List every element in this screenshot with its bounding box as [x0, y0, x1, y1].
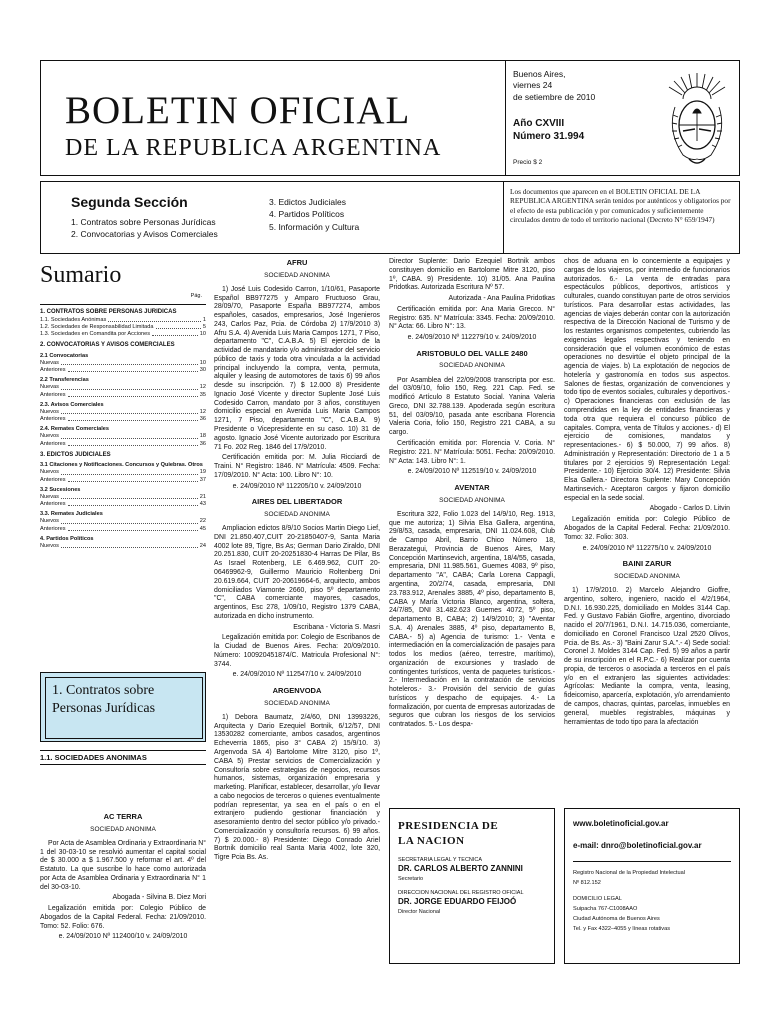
notice-body: Escritura 322, Folio 1.023 del 14/9/10, Reg. 1913, que me autoriza; 1) Silvia Elsa Gallera, argentina, 29/8/53, casada, empresaria, DNI 11.024.608, Club de Campo Abril, Barrio Chico Número 18, Berazategui, Provincia de Buenos Aires, Mary Concepción Martinsevich, argentina, 18/4/55, casada, empresaria, DNI 11.985.561, Guemes 4083, 9º piso, departamento "A", CABA; Carla Lorena Cappagli, argentina, 20/2/74, casada, empresaria, DNI 23.783.912, Arenales 3885, 4º piso, departamento B, CABA y María Victoria Blanco, argentina, soltera, 24/7/85, DNI 31.482.623 Guemes 4072, 5º piso, departamento B, CABA; 2) 14/9/2010; 3) "Aventar S.A. 4) Arenales 3885, 4º piso, departamento B, CABA.- 5) a) Agencia de turismo: 1.- Venta e intermediación en la comercialización de pasajes para todos los medios (aéreo, terrestre, marítimo), organización de excursiones y traslado de contingentes turísticos, venta de paquetes turísticos.- 2.- Intermediación en la contratación de servicios hoteleros.- 3.- Provisión del servicio de guías turísticos y despacho de equipajes. 4.- La formalización, por cuenta de empresas autorizadas de seguros que cubran los riesgos de los servicios contratados. 5.- Los despa- [389, 510, 555, 729]
notice-signature: Abogada - Silvina B. Diez Mori [112, 894, 206, 902]
toc-row[interactable]: Anteriores 35 [40, 391, 206, 398]
notice-title: AVENTAR [454, 483, 490, 493]
toc-row[interactable]: Nuevos 12 [40, 408, 206, 415]
authorities-box [389, 808, 555, 964]
column-2 [214, 258, 380, 865]
toc-subheading: 3.2 Sucesiones [40, 486, 81, 493]
toc-heading: 2. CONVOCATORIAS Y AVISOS COMERCIALES [40, 342, 175, 349]
notice-body: Certificación emitida por: M. Julia Ricciardi de Traini. N° Registro: 1846. N° Matrícula: 4509. Fecha: 17/09/2010. N° Acta: 100. Libro N°: 10. [214, 454, 380, 479]
toc-row[interactable]: Nuevas 12 [40, 384, 206, 391]
notice-signature: Autorizada - Ana Paulina Pridotkas [448, 295, 555, 303]
section-items-right: 3. Edictos Judiciales 4. Partidos Políticos 5. Información y Cultura [269, 197, 360, 232]
notice-body: Ampliacion edictos 8/9/10 Socios Martin Diego Lief, DNI 21.850.407,CUIT 20-21850407-9, Santa Maria 4002 lote 89, Tigre, Bs As; German Dario Ziraldo, DNI 20.251.830, CUIT 20-20251830-4 Harras De Pilar, Bs As Israel Rotenberg, LE 6.469.962, CUIT 20-06469962-9, Guillermo Mauricio Roltenberg Dni 20.619.664, CUIT 20-20619664-6, arquitecto, ambos domiciliados Viamonte 2660, piso 5º departamento "C", CABA comerciante mayores, casados, argentinos, Esc 278, 1/09/10, Registro 1379 CABA, autorizada en dicho instrumento. [214, 525, 380, 620]
notice-body: Certificación emitida por: Florencia V. Coria. N° Registro: 221. N° Matrícula: 5051. Fecha: 20/09/2010. N° Acta: 143. Libro N°: 1. [389, 440, 555, 465]
notice-reference: e. 24/09/2010 Nº 112519/10 v. 24/09/2010 [407, 468, 537, 476]
notice-type: SOCIEDAD ANONIMA [264, 699, 330, 707]
director-role: Director Nacional [398, 909, 441, 916]
toc-subheading: 2.4. Remates Comerciales [40, 426, 110, 433]
notice-type: SOCIEDAD ANONIMA [264, 271, 330, 279]
toc-row[interactable]: Anteriores 45 [40, 525, 206, 532]
notice-type: SOCIEDAD ANONIMA [439, 496, 505, 504]
notice-title: ARGENVODA [272, 686, 322, 696]
email-link[interactable]: e-mail: dnro@boletinoficial.gov.ar [573, 841, 702, 850]
notice-signature: Escribana - Victoria S. Masri [293, 623, 380, 631]
issue-price: Precio $ 2 [513, 159, 543, 166]
table-of-contents [40, 260, 206, 622]
toc-row[interactable]: 1.3. Sociedades en Comandita por Acciones 10 [40, 331, 206, 338]
toc-subheading: 3.1 Citaciones y Notificaciones. Concursos y Quiebras. Otros [40, 462, 203, 469]
contact-box [564, 808, 740, 964]
directorate-label: DIRECCION NACIONAL DEL REGISTRO OFICIAL [398, 890, 524, 897]
section-banner-title: 1. Contratos sobre Personas Jurídicas [45, 677, 203, 739]
section-items-left: 1. Contratos sobre Personas Jurídicas 2. Convocatorias y Avisos Comerciales [71, 217, 218, 240]
notice-type: SOCIEDAD ANONIMA [90, 825, 156, 833]
toc-row[interactable]: Nuevos 18 [40, 433, 206, 440]
notice-type: SOCIEDAD ANONIMA [614, 572, 680, 580]
sumario-title: Sumario [40, 262, 122, 288]
notice-body: Certificación emitida por: Ana Maria Grecco. N° Registro: 635. N° Matrícula: 3345. Fecha: 20/09/2010. N° Acta: 66. Libro N°: 13. [389, 305, 555, 331]
toc-heading: 3. EDICTOS JUDICIALES [40, 451, 111, 458]
notice-title: ARISTOBULO DEL VALLE 2480 [416, 348, 528, 358]
notice-reference: e. 24/09/2010 Nº 112400/10 v. 24/09/2010 [58, 933, 188, 941]
notice-title: AFRU [286, 258, 308, 267]
issue-date: Buenos Aires, viernes 24 de setiembre de 2010 [513, 69, 596, 102]
subsection-heading: 1.1. SOCIEDADES ANONIMAS [40, 750, 206, 765]
notice-title: AIRES DEL LIBERTADOR [251, 497, 343, 507]
notice-body: 1) José Luis Codesido Carron, 1/10/61, Pasaporte Español BB977275 y Amparo Fructuoso Grau, 28/09/70, Pasaporte España BB977274, ambos españoles, casados, empresarios, José Ingenieros 243, Carlos Paz, Pcia. de Córdoba 2) 17/9/2010 3) Afru S.A. 4) Avenida Luis Maria Campos 1271, 7 Piso, departamento "C", C.A.B.A. 5) El ejercicio de la actividad de mandatario y/o administrador del servicio público de taxis y toda otra vinculada a la actividad principal incluyendo la compra, venta, permuta, alquiler y leasing de automotores de taxis 6) 99 años desde su inscripción. 7) $ 12.000 8) Presidente Ignacio José Vicente y director Suplente José Luis Codesido Carron, mandato por 3 años, constituyen domicilio especial en Avenida Luis Maria Campos 1271, 7 Piso, departamento "C", C.A.B.A. 9) Presidente o Vicepresidente en su caso. 10) 31 de agosto. Ignacio José Vicente autorizado por Escritura 71 Fo. 202 Reg. 1846 del 17/9/2010. [214, 285, 380, 451]
issue-number: Año CXVIII Número 31.994 [513, 118, 585, 142]
authorities-title: PRESIDENCIA DE LA NACION [398, 820, 499, 847]
notice-title: BAINI ZARUR [622, 559, 672, 569]
column-4 [564, 258, 730, 729]
website-link[interactable]: www.boletinoficial.gov.ar [573, 819, 669, 828]
notice-reference: e. 24/09/2010 Nº 112205/10 v. 24/09/2010 [232, 482, 362, 490]
notice-body: 1) 17/9/2010. 2) Marcelo Alejandro Gioffre, argentino, soltero, ingeniero, nacido el 4/2/1964, D.N.I. 16.930.225, domiciliado en Moldes 3144 Cap. Fed. y Gustavo Fabián Gioffre, argentino, divorciado nacido el 20/7/1961, D.N.I. 14.715.036, comerciante, domiciliado en Coronel Francisco Uzal 2520 Olivos, Pcia. de Bs. As.- 3) "Baini Zarur S.A.".- 4) Sede social: Coronel J. Moldes 3144 Cap. Fed. 5) 99 años a partir de su inscripción en el R.P.C.- 6) Realizar por cuenta propia, de terceros o asociada a terceros en el país y/o en el extranjero las siguientes actividades: Agrícolas: Mediante la compra, venta, leasing, fideicomiso, aparcería, explotación, y/o arrendamiento de campos, chacras, quintas, parcelas, inmuebles en general, muebles registrables, máquinas y herramientas de todo tipo para la afectación [564, 587, 730, 726]
publication-title: BOLETIN OFICIAL [65, 89, 411, 132]
section-banner [40, 672, 206, 742]
toc-row[interactable]: Anteriores 30 [40, 367, 206, 374]
toc-subheading: 2.3. Avisos Comerciales [40, 401, 104, 408]
toc-row[interactable]: Nuevas 21 [40, 493, 206, 500]
notice-body: Director Suplente: Dario Ezequiel Bortnik ambos constituyen domicilio en Bartolome Mitre 3120, piso 1º, CABA. 9) Presidente. 10) 31/05. Ana Paulina Pridotkas. Autorizada Escritura Nº 57. [389, 258, 555, 292]
publication-subtitle: DE LA REPUBLICA ARGENTINA [65, 135, 442, 161]
masthead [40, 60, 740, 176]
secretariat-label: SECRETARIA LEGAL Y TECNICA [398, 856, 483, 863]
toc-row[interactable]: Nuevos 22 [40, 518, 206, 525]
notice-reference: e. 24/09/2010 Nº 112279/10 v. 24/09/2010 [407, 334, 537, 342]
notice-title: AC TERRA [103, 812, 143, 821]
toc-row[interactable]: Nuevos 24 [40, 542, 206, 549]
secretary-name: DR. CARLOS ALBERTO ZANNINI [398, 863, 523, 873]
secretary-role: Secretario [398, 875, 424, 882]
masthead-title-area [41, 61, 506, 175]
registry-info: Registro Nacional de la Propiedad Intelectual Nº 812.152 DOMICILIO LEGAL Suipacha 767-C1008AAO Ciudad Autónoma de Buenos Aires Tel. y Fax 4322–4055 y líneas rotativas [573, 870, 685, 933]
section-header [40, 181, 740, 254]
legal-notice: Los documentos que aparecen en el BOLETIN OFICIAL DE LA REPUBLICA ARGENTINA serán tenidos por auténticos y obligatorios por el efecto de esta publicación y por comunicados y suficientemente circulados dentro de todo el territorio nacional (Decreto N° 659/1947) [503, 182, 741, 253]
notice-type: SOCIEDAD ANONIMA [264, 510, 330, 518]
toc-heading: 4. Partidos Políticos [40, 535, 94, 542]
notice-body: Legalización emitida por: Colegio Público de Abogados de la Capital Federal. Fecha: 21/09/2010. Tomo: 32. Folio: 303. [564, 516, 730, 541]
column-1 [40, 806, 206, 944]
section-title: Segunda Sección [71, 194, 188, 210]
toc-row[interactable]: Anteriores 37 [40, 476, 206, 483]
toc-row[interactable]: 1.1. Sociedades Anónimas 1 [40, 316, 206, 323]
column-3 [389, 258, 555, 732]
page-column-label: Pág. [190, 293, 202, 299]
toc-row[interactable]: Anteriores 43 [40, 501, 206, 508]
toc-subheading: 2.2 Transferencias [40, 377, 89, 384]
director-name: DR. JORGE EDUARDO FEIJOÓ [398, 897, 517, 907]
toc-row[interactable]: Nuevos 19 [40, 469, 206, 476]
notice-type: SOCIEDAD ANONIMA [439, 362, 505, 370]
toc-heading: 1. CONTRATOS SOBRE PERSONAS JURIDICAS [40, 309, 177, 315]
notice-reference: e. 24/09/2010 Nº 112547/10 v. 24/09/2010 [232, 671, 362, 679]
toc-subheading: 2.1 Convocatorias [40, 352, 89, 359]
notice-body: Por Acta de Asamblea Ordinaria y Extraordinaria N° 1 del 30-03-10 se resolvió aumentar el capital social de $ 30.000 a $ 1.967.500 y reformar el art. 4º del Estatuto. La que suscribe lo hace como autorizada por Acta de Asamblea Ordinaria y Extraordinaria N° 1 del 30-03-10. [40, 839, 206, 891]
notice-reference: e. 24/09/2010 Nº 112275/10 v. 24/09/2010 [582, 544, 712, 552]
toc-subheading: 3.3. Remates Judiciales [40, 511, 103, 518]
toc-row[interactable]: Anteriores 36 [40, 440, 206, 447]
notice-body: Por Asamblea del 22/09/2008 transcripta por esc. del 03/09/10, folio 150, Reg. 221 Cap. Fed. se modificó Artículo 8 Estatuto Social. Yanina Valeria Greco, DNI 32.788.139. Apoderada según escritura 51, del 03/09/10, pasada ante escribana Florencia Valeria Coria, folio 150, Registro 221 CABA, a su cargo. [389, 376, 555, 437]
notice-body: Legalización emitida por: Colegio Público de Abogados de la Capital Federal. Fecha: 21/09/2010. Tomo: 52. Folio: 676. [40, 905, 206, 930]
toc-row[interactable]: Nuevas 10 [40, 359, 206, 366]
notice-body: chos de aduana en lo concerniente a equipajes y cargas de los viajeros, por intermedio de funcionarios autorizados. 6.- La venta de entradas para espectáculos públicos, deportivos, artísticos y culturales, cuando constituyan parte de otros servicios turísticos. Para desarrollar estas actividades, las agencias de viajes deberán contar con la autorización respectiva de la Dirección Nacional de Turismo y de los restantes organismos competentes, cubriendo las exigencias legales respectivas y teniendo en consideración que el volumen económico de estas operaciones no desvirtúe el objeto principal de la agencia de viajes. b) La explotación de negocios de hotelería y gastronomía en todos sus aspectos. Salones de fiestas, organización de convenciones y todo tipo de eventos sociales, culturales y deportivos.- c) Operaciones financieras con exclusión de las comprendidas en la ley de entidades financieras y toda otra que requiera el concurso público de capitales. Compra, venta de Títulos y acciones.- d) El ejercicio de comisiones, mandatos y representaciones.- 6) $ 50.000, 7) 99 años. 8) Administración y Representación: Directorio de 1 a 5 titulares por 2 ejercicios 9) Representación Legal: Presidente.- 10) Ejercicio 30/4. 12) Presidente: Silvia Elsa Gallera.- Directora Suplente: Mary Concepción Martinsevich.- Aceptaron cargos y fijaron domicilio especial en la sede social. [564, 258, 730, 502]
coat-of-arms-icon [661, 69, 733, 169]
notice-body: Legalización emitida por: Colegio de Escribanos de la Ciudad de Buenos Aires. Fecha: 20/09/2010. Número: 100920451874/C. Matricula Profesional N°: 3744. [214, 634, 380, 668]
toc-row[interactable]: Anteriores 36 [40, 416, 206, 423]
notice-signature: Abogado - Carlos D. Litvin [649, 505, 730, 513]
toc-row[interactable]: 1.2. Sociedades de Responsabilidad Limitada 5 [40, 323, 206, 330]
notice-body: 1) Debora Baumatz, 2/4/60, DNI 13993226, Arquitecta y Dario Ezequiel Bortnik, 6/12/57, DNI 13530282 comerciante, ambos casados, argentinos Echeverria 1865, piso 3° CABA 2) 15/9/10. 3) Argenvoda SA 4) Bartolome Mitre 3120, piso 1º, CABA 5) Prestar servicios de Comercialización y Consultoría sobre estrategias de negocios, recursos humanos, sistemas, organización empresaria y marketing. Planificar, establecer, desarrollar, y/o llevar a cabo negocios de terceros o quienes eventualmente podrían representar, ya sea en el país o en el extranjero pudiendo gestionar financiación y asesoramiento dentro del sector público y/o privado.- Comercialización y consultoría recursos. 6) 99 años. 7) $ 20.000.- 8) Presidente: Diego Conrado Ariel Bortnik domicilio real Santa Maria 4002, lote 320, Tigre Pcia Bs. As. [214, 713, 380, 862]
